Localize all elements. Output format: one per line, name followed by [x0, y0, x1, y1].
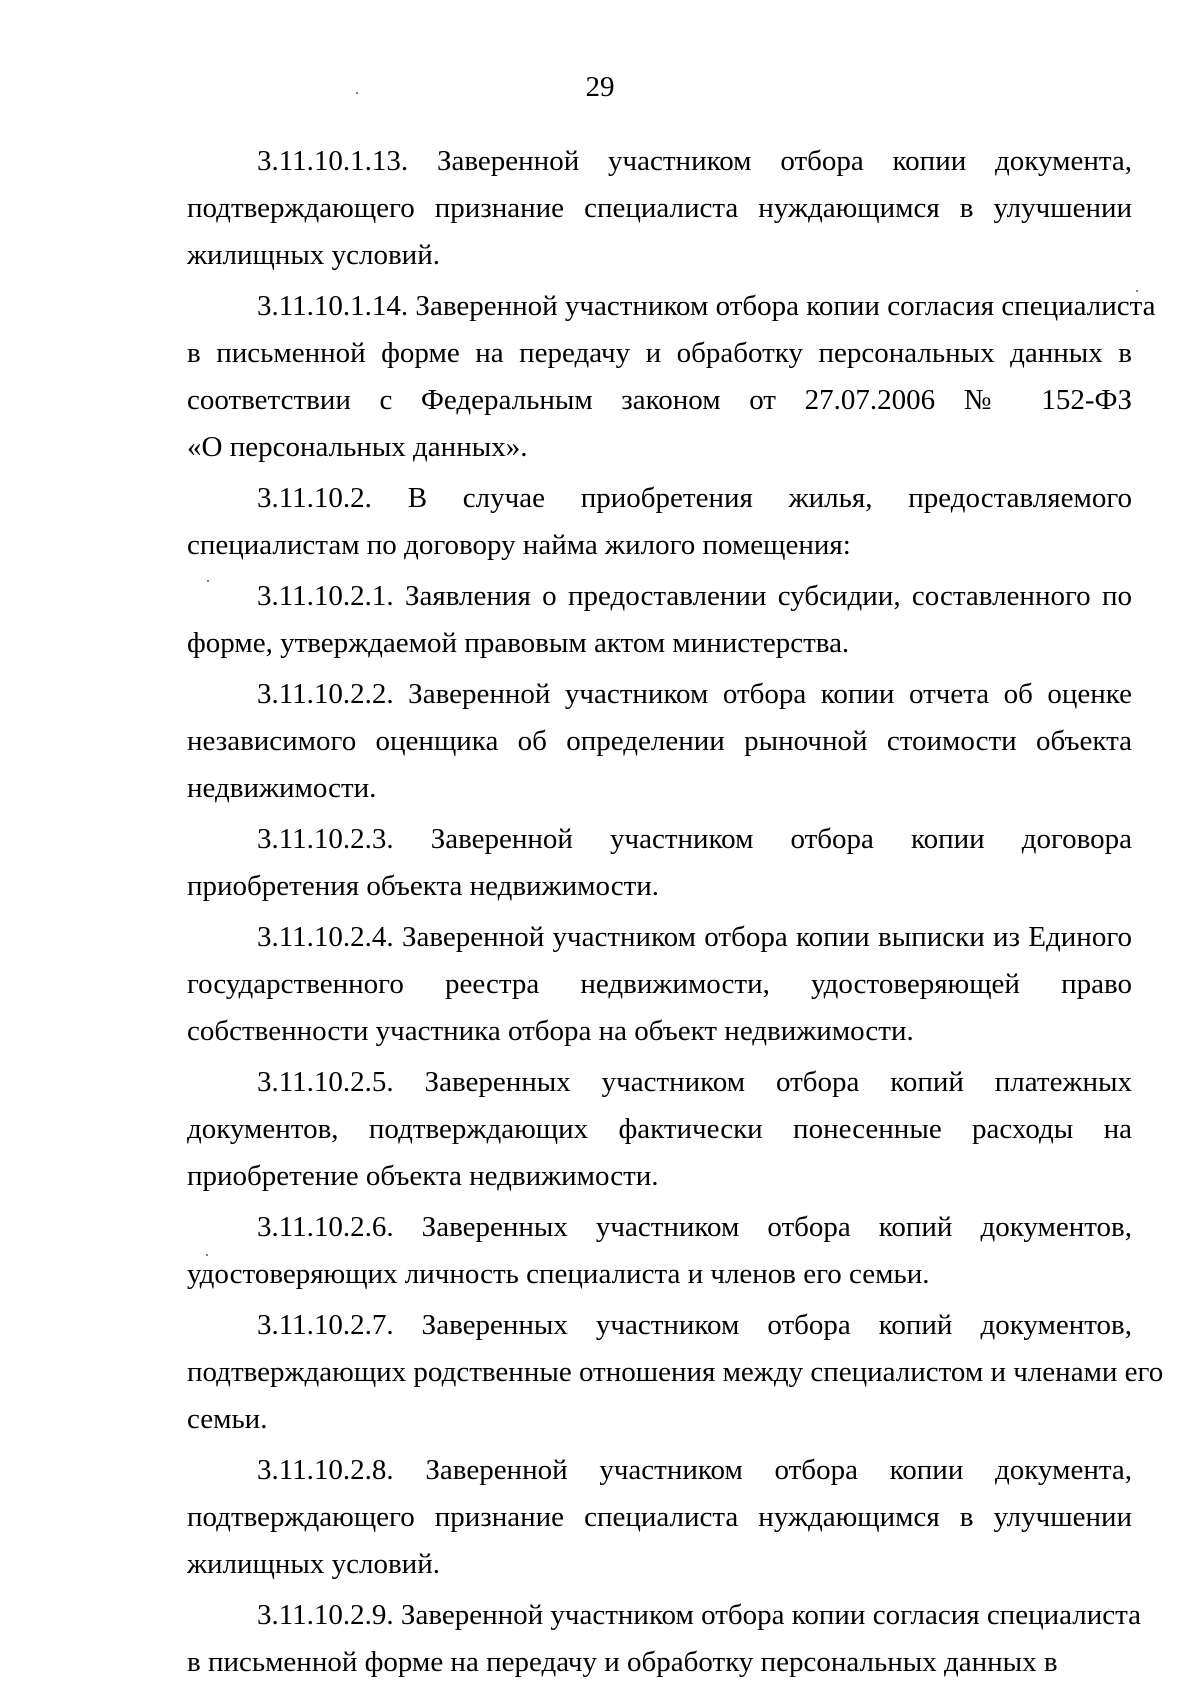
paragraph-first-line: 3.11.10.2.6. Заверенных участником отбора копий документов,	[257, 1211, 1132, 1243]
paragraph-first-line: 3.11.10.2.8. Заверенной участником отбора копии документа,	[257, 1454, 1132, 1486]
paragraph-line: семьи.	[187, 1403, 268, 1435]
paragraph	[187, 1204, 1132, 1298]
paragraph-line: независимого оценщика об определении рыночной стоимости объекта	[187, 725, 1132, 757]
paragraph-first-line: 3.11.10.2.3. Заверенной участником отбора копии договора	[257, 823, 1132, 855]
paragraph-line: подтверждающего признание специалиста нуждающимся в улучшении	[187, 1501, 1132, 1533]
paragraph-line: государственного реестра недвижимости, удостоверяющей право	[187, 968, 1132, 1000]
paragraph-line: документов, подтверждающих фактически понесенные расходы на	[187, 1113, 1132, 1145]
paragraph	[187, 1447, 1132, 1588]
paragraph-first-line: 3.11.10.1.14. Заверенной участником отбора копии согласия специалиста	[257, 290, 1156, 322]
paragraph	[187, 1592, 1142, 1686]
paragraph-first-line: 3.11.10.2.5. Заверенных участником отбора копий платежных	[257, 1066, 1132, 1098]
scan-speck	[356, 92, 358, 94]
paragraph	[187, 283, 1156, 471]
paragraph-line: в письменной форме на передачу и обработку персональных данных в	[187, 337, 1132, 369]
page-number: 29	[585, 71, 615, 103]
paragraph-first-line: 3.11.10.2.4. Заверенной участником отбора копии выписки из Единого	[257, 921, 1132, 953]
paragraph-line: подтверждающего признание специалиста нуждающимся в улучшении	[187, 192, 1132, 224]
paragraph-line: приобретение объекта недвижимости.	[187, 1160, 659, 1192]
paragraph	[187, 138, 1132, 279]
paragraph	[187, 1302, 1164, 1443]
paragraph-line: в письменной форме на передачу и обработку персональных данных в	[187, 1646, 1058, 1678]
paragraph-line: жилищных условий.	[187, 1548, 440, 1580]
paragraph-line: соответствии с Федеральным законом от 27.07.2006 № 152-ФЗ	[187, 384, 1132, 416]
paragraph-line: подтверждающих родственные отношения между специалистом и членами его	[187, 1356, 1164, 1388]
paragraph-line: недвижимости.	[187, 772, 377, 804]
paragraph-first-line: 3.11.10.2.9. Заверенной участником отбора копии согласия специалиста	[257, 1599, 1142, 1631]
paragraph-line: приобретения объекта недвижимости.	[187, 870, 660, 902]
paragraph-line: форме, утверждаемой правовым актом министерства.	[187, 627, 850, 659]
paragraph-first-line: 3.11.10.2.7. Заверенных участником отбора копий документов,	[257, 1309, 1132, 1341]
paragraph	[187, 475, 1132, 569]
paragraph	[187, 1059, 1132, 1200]
paragraph-line: «О персональных данных».	[187, 431, 528, 463]
paragraph-first-line: 3.11.10.2.1. Заявления о предоставлении субсидии, составленного по	[257, 580, 1132, 612]
paragraph-line: удостоверяющих личность специалиста и членов его семьи.	[187, 1258, 930, 1290]
paragraph	[187, 914, 1132, 1055]
paragraph-first-line: 3.11.10.1.13. Заверенной участником отбора копии документа,	[257, 145, 1132, 177]
paragraph-first-line: 3.11.10.2. В случае приобретения жилья, предоставляемого	[257, 482, 1132, 514]
paragraph-line: собственности участника отбора на объект недвижимости.	[187, 1015, 914, 1047]
paragraph	[187, 573, 1132, 667]
paragraph	[187, 671, 1132, 812]
paragraph	[187, 816, 1132, 910]
paragraph-line: специалистам по договору найма жилого помещения:	[187, 529, 851, 561]
paragraph-line: жилищных условий.	[187, 239, 440, 271]
paragraph-first-line: 3.11.10.2.2. Заверенной участником отбора копии отчета об оценке	[257, 678, 1132, 710]
document-body	[187, 138, 1164, 1690]
